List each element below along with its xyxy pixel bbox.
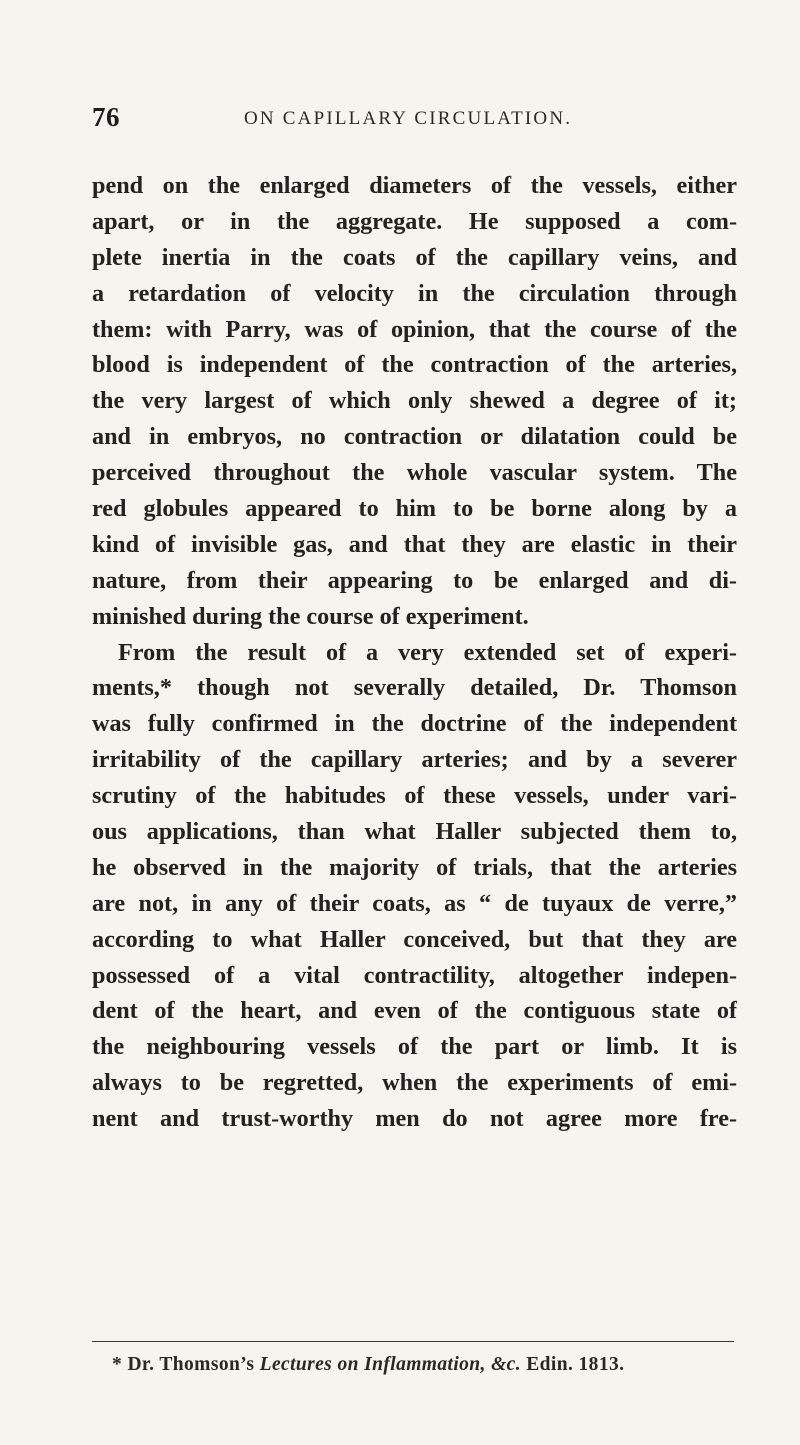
- text-line: the neighbouring vessels of the part or limb. It is: [92, 1033, 737, 1061]
- text-line: From the result of a very extended set of experi-: [118, 638, 737, 666]
- footnote-marker: *: [112, 1354, 123, 1375]
- text-line: nature, from their appearing to be enlarged and di-: [92, 566, 737, 594]
- footnote-author: Dr. Thomson’s: [127, 1354, 255, 1375]
- text-line: ous applications, than what Haller subjected them to,: [92, 818, 737, 846]
- footnote: [112, 1354, 752, 1376]
- text-line: dent of the heart, and even of the contiguous state of: [92, 997, 737, 1025]
- text-line: always to be regretted, when the experiments of emi-: [92, 1069, 737, 1097]
- text-line: nent and trust-worthy men do not agree more fre-: [92, 1105, 737, 1133]
- text-line: apart, or in the aggregate. He supposed a com-: [92, 207, 737, 235]
- body-text: [92, 168, 737, 1137]
- page-header: [92, 102, 732, 142]
- text-line: according to what Haller conceived, but that they are: [92, 925, 737, 953]
- text-line: kind of invisible gas, and that they are elastic in their: [92, 530, 737, 558]
- text-line: them: with Parry, was of opinion, that the course of the: [92, 315, 737, 343]
- text-line: are not, in any of their coats, as “ de tuyaux de verre,”: [92, 889, 737, 917]
- page-number: 76: [92, 102, 120, 132]
- running-head: ON CAPILLARY CIRCULATION.: [244, 108, 573, 129]
- text-line: pend on the enlarged diameters of the vessels, either: [92, 172, 737, 199]
- text-line: possessed of a vital contractility, altogether indepen-: [92, 961, 737, 989]
- text-line: perceived throughout the whole vascular system. The: [92, 459, 737, 487]
- text-line: he observed in the majority of trials, that the arteries: [92, 853, 737, 881]
- text-line: a retardation of velocity in the circulation through: [92, 279, 737, 307]
- text-line: red globules appeared to him to be borne along by a: [92, 495, 737, 523]
- text-line: was fully confirmed in the doctrine of the independent: [92, 710, 737, 738]
- text-line: irritability of the capillary arteries; and by a severer: [92, 746, 737, 774]
- text-line: ments,* though not severally detailed, Dr. Thomson: [92, 674, 737, 702]
- footnote-place-year: Edin. 1813.: [526, 1354, 625, 1375]
- text-line: the very largest of which only shewed a degree of it;: [92, 387, 737, 415]
- footnote-title: Lectures on Inflammation, &c.: [259, 1354, 521, 1375]
- text-line: blood is independent of the contraction of the arteries,: [92, 351, 737, 379]
- text-line: scrutiny of the habitudes of these vessels, under vari-: [92, 782, 737, 810]
- text-line: and in embryos, no contraction or dilatation could be: [92, 423, 737, 451]
- text-line: plete inertia in the coats of the capillary veins, and: [92, 243, 737, 271]
- text-line: minished during the course of experiment.: [92, 602, 529, 630]
- footnote-divider: [92, 1341, 734, 1342]
